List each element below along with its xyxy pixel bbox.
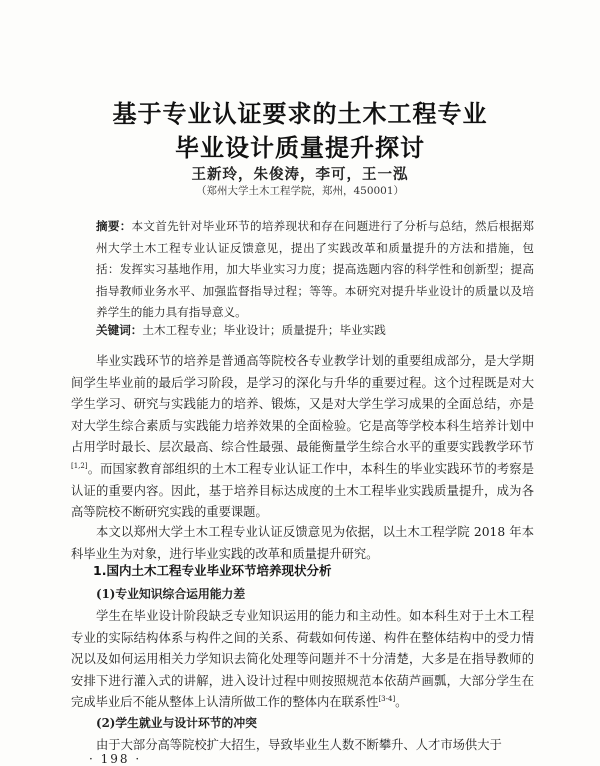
paragraph-knowledge bbox=[71, 606, 534, 714]
affiliation: （郑州大学土木工程学院，郑州，450001） bbox=[195, 185, 405, 197]
paragraph-intro-text-b: 。而国家教育部组织的土木工程专业认证工作中，本科生的毕业实践环节的考察是认证的重要内容。因此，基于培养目标达成度的土木工程毕业实践质量提升，成为各高等院校不断研究实践的重要课题。 bbox=[71, 461, 534, 520]
paragraph-employment: 由于大部分高等院校扩大招生，导致毕业生人数不断攀升、人才市场供大于 bbox=[96, 738, 502, 752]
citation-ref: [3-4] bbox=[378, 695, 396, 704]
page-number: · 198 · bbox=[89, 752, 142, 766]
abstract-text: 本文首先针对毕业环节的培养现状和存在问题进行了分析与总结，然后根据郑州大学土木工程专业认证反馈意见，提出了实践改革和质量提升的方法和措施，包括：发挥实习基地作用，加大毕业实习力度；提高选题内容的科学性和创新型；提高指导教师业务水平、加强监督指导过程；等等。本研究对提升毕业设计的质量以及培养学生的能力具有指导意义。 bbox=[96, 219, 534, 319]
abstract-label: 摘要： bbox=[96, 219, 132, 233]
keywords-label: 关键词： bbox=[96, 323, 143, 337]
paragraph-scope: 本文以郑州大学土木工程专业认证反馈意见为依据，以土木工程学院 2018 年本科毕业生为对象，进行毕业实践的改革和质量提升研究。 bbox=[71, 525, 534, 561]
section-heading-1: 1.国内土木工程专业毕业环节培养现状分析 bbox=[93, 563, 332, 578]
authors: 王新玲，朱俊涛，李可，王一泓 bbox=[191, 166, 409, 183]
paragraph-knowledge-text-b: 。 bbox=[395, 695, 408, 710]
paper-title-line-2: 毕业设计质量提升探讨 bbox=[175, 134, 425, 162]
citation-ref: [1,2] bbox=[71, 461, 88, 470]
keywords bbox=[96, 321, 534, 339]
keywords-text: 土木工程专业；毕业设计；质量提升；毕业实践 bbox=[142, 323, 386, 337]
paragraph-knowledge-text-a: 学生在毕业设计阶段缺乏专业知识运用的能力和主动性。如本科生对于土木工程专业的实际结构体系与构件之间的关系、荷载如何传递、构件在整体结构中的受力情况以及如何运用相关力学知识去简化处理等问题并不十分清楚，大多是在指导教师的安排下进行灌入式的讲解，进入设计过程中则按照规范本依葫芦画瓢，大部分学生在完成毕业后不能从整体上认清所做工作的整体内在联系性 bbox=[71, 609, 534, 710]
abstract bbox=[96, 216, 534, 324]
paper-title-line-1: 基于专业认证要求的土木工程专业 bbox=[112, 100, 488, 128]
subsection-heading-2: (2)学生就业与设计环节的冲突 bbox=[96, 716, 257, 730]
paragraph-intro bbox=[71, 351, 534, 524]
subsection-heading-1: (1)专业知识综合运用能力差 bbox=[96, 587, 246, 601]
paragraph-intro-text-a: 毕业实践环节的培养是普通高等院校各专业教学计划的重要组成部分，是大学期间学生毕业前的最后学习阶段，是学习的深化与升华的重要过程。这个过程既是对大学生学习、研究与实践能力的培养、锻炼，又是对大学生学习成果的全面总结，亦是对大学生综合素质与实践能力培养效果的全面检验。它是高等学校本科生培养计划中占用学时最长、层次最高、综合性最强、最能衡量学生综合水平的重要实践教学环节 bbox=[71, 354, 534, 455]
